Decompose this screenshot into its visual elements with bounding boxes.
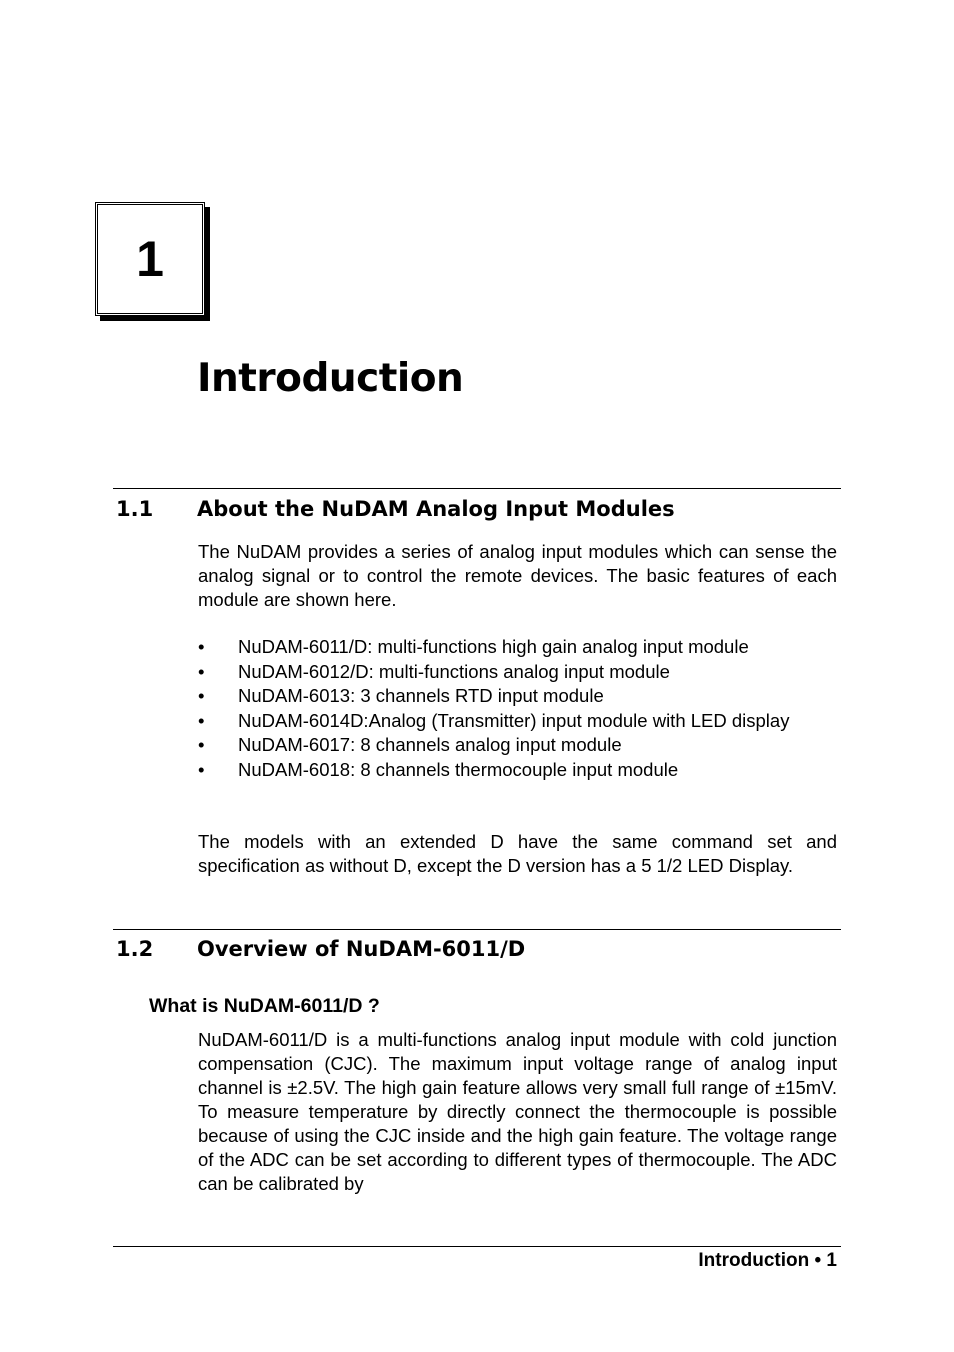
- list-item: [198, 660, 837, 685]
- page-footer: Introduction • 1: [698, 1250, 837, 1271]
- section-title: About the NuDAM Analog Input Modules: [197, 497, 675, 521]
- list-item: [198, 758, 837, 783]
- section-heading-1-1: [116, 497, 675, 521]
- overview-paragraph: NuDAM-6011/D is a multi-functions analog input module with cold junction compensation (CJC). The maximum input voltage range of analog input channel is ±2.5V. The high gain feature allows very small full range of ±15mV. To measure temperature by directly connect the thermocouple is possible because of using the CJC inside and the high gain feature. The voltage range of the ADC can be set according to different types of thermocouple. The ADC can be calibrated by: [198, 1029, 837, 1194]
- list-item-text: NuDAM-6013: 3 channels RTD input module: [238, 685, 604, 707]
- section-intro-paragraph: The NuDAM provides a series of analog input modules which can sense the analog signal or to control the remote devices. The basic features of each module are shown here.: [198, 541, 837, 610]
- bullet-icon: •: [198, 758, 205, 780]
- list-item-text: NuDAM-6011/D: multi-functions high gain analog input module: [238, 636, 749, 657]
- section-title: Overview of NuDAM-6011/D: [197, 937, 526, 961]
- section-heading-1-2: [116, 937, 525, 961]
- list-item-text: NuDAM-6017: 8 channels analog input module: [238, 734, 622, 756]
- footer-divider: [113, 1246, 841, 1247]
- chapter-number: 1: [136, 231, 164, 287]
- bullet-icon: •: [198, 734, 205, 756]
- section-divider: [113, 929, 841, 930]
- bullet-icon: •: [198, 660, 205, 682]
- section-note-paragraph: The models with an extended D have the same command set and specification as without D, except the D version has a 5 1/2 LED Display.: [198, 831, 837, 876]
- list-item: [198, 733, 837, 758]
- list-item-text: NuDAM-6018: 8 channels thermocouple input module: [238, 758, 679, 780]
- chapter-number-box: [95, 202, 205, 316]
- subheading: What is NuDAM-6011/D ?: [149, 995, 380, 1017]
- section-number: 1.1: [116, 497, 154, 521]
- list-item: [198, 709, 837, 734]
- list-item: [198, 635, 837, 660]
- list-item: [198, 684, 837, 709]
- bullet-icon: •: [198, 685, 205, 707]
- bullet-icon: •: [198, 636, 205, 657]
- list-item-text: NuDAM-6014D:Analog (Transmitter) input module with LED display: [238, 709, 790, 731]
- section-divider: [113, 488, 841, 489]
- module-bullet-list: [198, 635, 837, 783]
- bullet-icon: •: [198, 709, 205, 731]
- chapter-title: Introduction: [197, 356, 464, 401]
- section-number: 1.2: [116, 937, 154, 961]
- list-item-text: NuDAM-6012/D: multi-functions analog input module: [238, 660, 670, 682]
